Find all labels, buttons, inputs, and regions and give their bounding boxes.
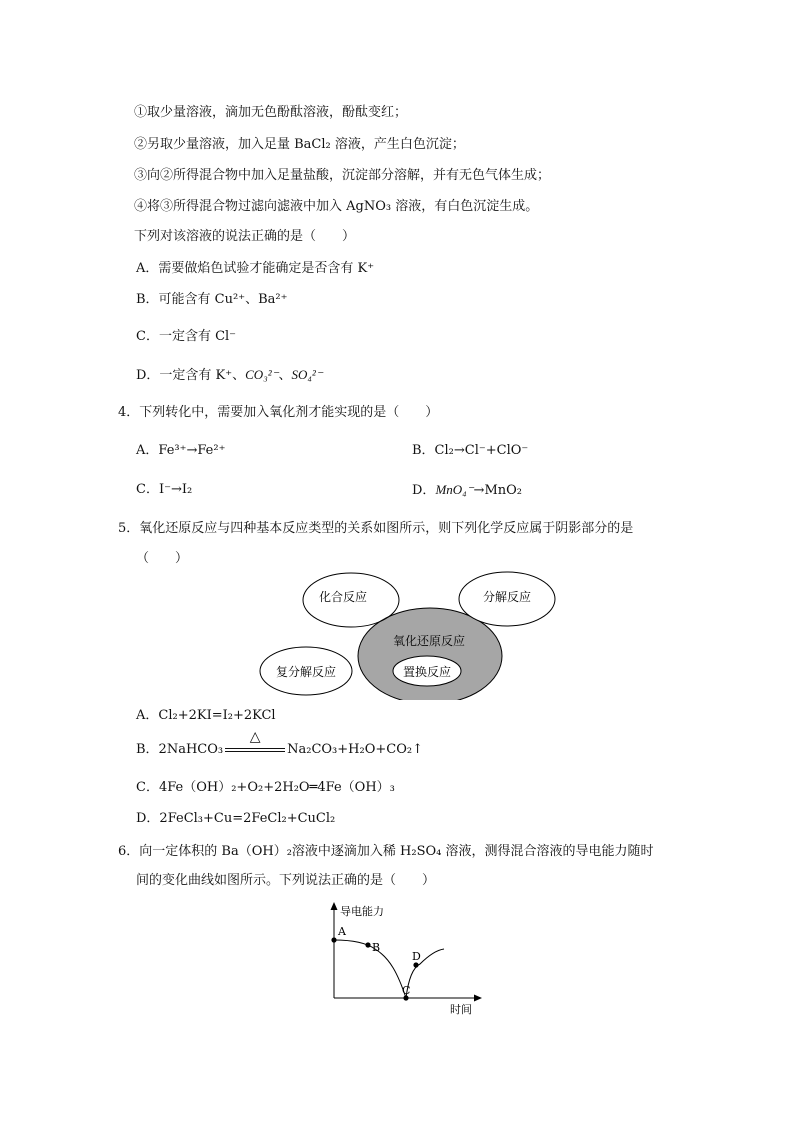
point-b-label: B — [372, 941, 381, 954]
q3-option-d-separator: 、 — [278, 368, 292, 383]
heating-arrow — [223, 729, 287, 759]
x-axis-label: 时间 — [450, 1003, 472, 1016]
q4-option-c: C．I⁻→I₂ — [136, 482, 193, 497]
q3-question: 下列对该溶液的说法正确的是（ ） — [134, 229, 356, 244]
q5-stem-line2: （ ） — [136, 551, 189, 566]
point-c-label: C — [402, 984, 411, 997]
q4-option-d-prefix: D． — [412, 483, 436, 498]
q5-option-c: C．4Fe（OH）₂+O₂+2H₂O═4Fe（OH）₃ — [136, 780, 395, 795]
permanganate-ion: MnO₄⁻ — [435, 482, 474, 497]
reaction-type-venn-diagram — [250, 570, 570, 700]
q3-option-d-prefix: D．一定含有 K⁺、 — [136, 368, 246, 383]
point-d-label: D — [412, 950, 421, 963]
conductivity-time-graph — [320, 900, 490, 1018]
y-axis-label: 导电能力 — [340, 905, 384, 918]
q3-step-4: ④将③所得混合物过滤向滤液中加入 AgNO₃ 溶液，有白色沉淀生成。 — [134, 199, 539, 214]
point-d — [413, 962, 418, 967]
q3-step-3: ③向②所得混合物中加入足量盐酸，沉淀部分溶解，并有无色气体生成； — [134, 168, 551, 183]
q5-stem-line1: 5．氧化还原反应与四种基本反应类型的关系如图所示，则下列化学反应属于阴影部分的是 — [118, 521, 634, 536]
q3-option-a: A．需要做焰色试验才能确定是否含有 K⁺ — [136, 261, 375, 276]
combination-reaction-label: 化合反应 — [318, 590, 368, 604]
q3-step-1: ①取少量溶液，滴加无色酚酞溶液，酚酞变红； — [134, 105, 408, 120]
q4-option-d — [412, 481, 522, 500]
y-axis-arrow — [331, 902, 338, 910]
equal-sign-bars — [225, 748, 285, 752]
q3-step-2: ②另取少量溶液，加入足量 BaCl₂ 溶液，产生白色沉淀； — [134, 137, 465, 152]
carbonate-ion: CO₃²⁻ — [245, 367, 279, 382]
q3-option-b: B．可能含有 Cu²⁺、Ba²⁺ — [136, 292, 288, 307]
q5-option-b-reactant: B．2NaHCO₃ — [136, 742, 224, 757]
q5-option-d: D．2FeCl₃+Cu=2FeCl₂+CuCl₂ — [136, 811, 336, 826]
q3-option-d — [136, 366, 323, 385]
q4-stem: 4．下列转化中，需要加入氧化剂才能实现的是（ ） — [118, 405, 439, 420]
q6-stem-line1: 6．向一定体积的 Ba（OH）₂溶液中逐滴加入稀 H₂SO₄ 溶液，测得混合溶液的导电能力随时 — [118, 844, 654, 859]
q5-option-b — [136, 729, 423, 759]
point-b — [365, 942, 370, 947]
point-a-label: A — [338, 925, 346, 938]
q5-option-a: A．Cl₂+2KI=I₂+2KCl — [136, 708, 276, 723]
heating-condition: △ — [249, 729, 261, 745]
q4-option-d-suffix: →MnO₂ — [473, 483, 522, 498]
q5-option-b-products: Na₂CO₃+H₂O+CO₂↑ — [287, 742, 423, 757]
q6-stem-line2: 间的变化曲线如图所示。下列说法正确的是（ ） — [136, 873, 436, 888]
double-displacement-reaction-label: 复分解反应 — [275, 665, 337, 679]
displacement-reaction-label: 置换反应 — [402, 665, 452, 679]
sulfate-ion: SO₄²⁻ — [291, 367, 323, 382]
point-a — [331, 937, 336, 942]
x-axis-arrow — [474, 995, 482, 1002]
conductivity-curve-falling — [334, 940, 406, 998]
redox-reaction-label: 氧化还原反应 — [392, 634, 466, 648]
decomposition-reaction-label: 分解反应 — [482, 590, 532, 604]
q4-option-a: A．Fe³⁺→Fe²⁺ — [136, 443, 226, 458]
q4-option-b: B．Cl₂→Cl⁻+ClO⁻ — [412, 443, 529, 458]
q3-option-c: C．一定含有 Cl⁻ — [136, 329, 237, 344]
